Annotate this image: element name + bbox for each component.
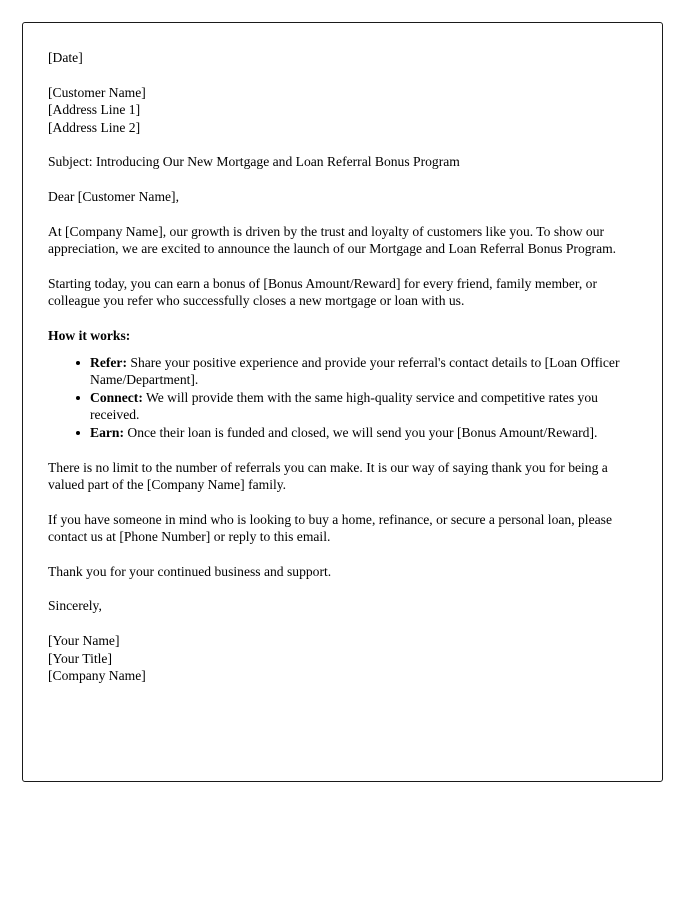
signature-title: [Your Title] xyxy=(48,650,112,666)
recipient-address-line-1: [Address Line 1] xyxy=(48,102,141,118)
recipient-address-block xyxy=(48,84,624,137)
letter-body xyxy=(23,23,662,685)
how-it-works-heading: How it works: xyxy=(48,327,131,343)
paragraph-contact: If you have someone in mind who is looking to buy a home, refinance, or secure a personal loan, please contact us at [Phone Number] or reply to this email. xyxy=(48,511,612,545)
date-block xyxy=(48,49,624,67)
how-it-works-list xyxy=(48,354,624,442)
step-label: Refer: xyxy=(90,354,127,370)
step-text: Share your positive experience and provide your referral's contact details to [Loan Officer Name/Department]. xyxy=(90,354,620,388)
paragraph-no-limit: There is no limit to the number of referrals you can make. It is our way of saying thank you for being a valued part of the [Company Name] family. xyxy=(48,459,608,493)
paragraph-intro: At [Company Name], our growth is driven by the trust and loyalty of customers like you. To show our appreciation, we are excited to announce the launch of our Mortgage and Loan Referral Bonus Program. xyxy=(48,223,617,257)
signature-name: [Your Name] xyxy=(48,633,120,649)
salutation: Dear [Customer Name], xyxy=(48,188,179,204)
step-text: We will provide them with the same high-quality service and competitive rates you received. xyxy=(90,389,598,423)
paragraph-bonus-offer: Starting today, you can earn a bonus of [Bonus Amount/Reward] for every friend, family member, or colleague you refer who successfully closes a new mortgage or loan with us. xyxy=(48,275,597,309)
recipient-address-line-2: [Address Line 2] xyxy=(48,119,141,135)
step-text: Once their loan is funded and closed, we will send you your [Bonus Amount/Reward]. xyxy=(123,424,598,440)
step-label: Earn: xyxy=(90,424,124,440)
recipient-name: [Customer Name] xyxy=(48,84,146,100)
date-placeholder: [Date] xyxy=(48,50,83,65)
signature-block xyxy=(48,632,624,685)
step-label: Connect: xyxy=(90,389,143,405)
list-item xyxy=(48,354,624,389)
paragraph-thanks: Thank you for your continued business and support. xyxy=(48,563,332,579)
closing: Sincerely, xyxy=(48,598,102,614)
letter-page xyxy=(22,22,663,782)
list-item xyxy=(48,424,624,442)
signature-company: [Company Name] xyxy=(48,668,146,684)
list-item xyxy=(48,389,624,424)
subject-line: Subject: Introducing Our New Mortgage and Loan Referral Bonus Program xyxy=(48,154,460,170)
